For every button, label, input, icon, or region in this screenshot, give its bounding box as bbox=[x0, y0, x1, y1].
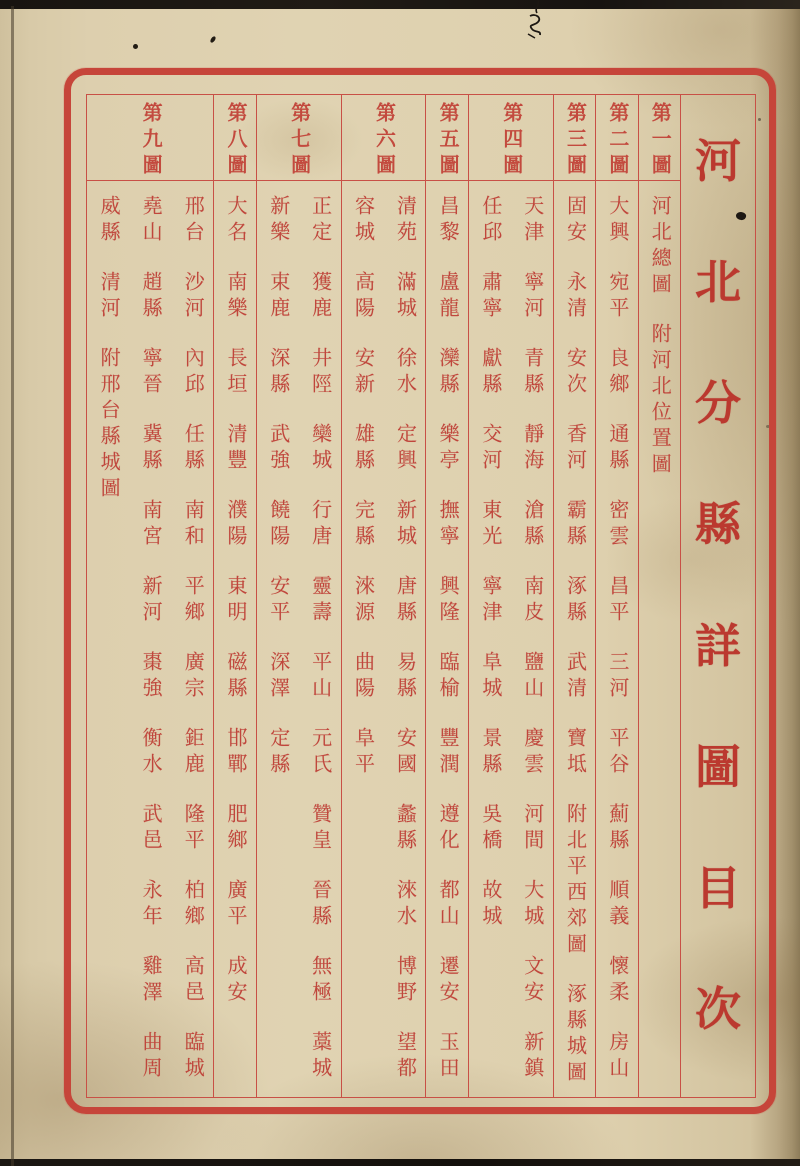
toc-entry: 獲鹿 bbox=[308, 271, 331, 323]
toc-entry: 隆平 bbox=[181, 803, 204, 855]
toc-entry: 景縣 bbox=[478, 727, 501, 779]
group-header bbox=[469, 95, 553, 181]
toc-entry: 故城 bbox=[478, 879, 501, 931]
toc-entry: 固安 bbox=[563, 195, 586, 247]
toc-entry: 南宮 bbox=[139, 499, 162, 551]
toc-entry: 唐縣 bbox=[393, 575, 416, 627]
ink-speck bbox=[133, 44, 138, 49]
toc-entry: 贊皇 bbox=[308, 803, 331, 855]
toc-entry: 藁城 bbox=[308, 1031, 331, 1083]
group-header bbox=[426, 95, 467, 181]
toc-entry: 磁縣 bbox=[224, 651, 247, 703]
toc-column bbox=[469, 195, 511, 1107]
toc-column bbox=[257, 195, 299, 1107]
toc-entry: 遵化 bbox=[436, 803, 459, 855]
toc-entry: 滿城 bbox=[393, 271, 416, 323]
toc-entry: 博野 bbox=[393, 955, 416, 1007]
toc-entry: 饒陽 bbox=[266, 499, 289, 551]
toc-entry: 涿縣 bbox=[563, 575, 586, 627]
group-header bbox=[342, 95, 426, 181]
toc-entry: 樂亭 bbox=[436, 423, 459, 475]
toc-entry: 定興 bbox=[393, 423, 416, 475]
toc-group-5 bbox=[426, 95, 468, 1097]
toc-entry: 雄縣 bbox=[351, 423, 374, 475]
toc-entry: 徐水 bbox=[393, 347, 416, 399]
toc-entry: 玉田 bbox=[436, 1031, 459, 1083]
toc-entry: 臨榆 bbox=[436, 651, 459, 703]
group-header-label: 第四圖 bbox=[499, 102, 522, 180]
toc-entry: 獻縣 bbox=[478, 347, 501, 399]
toc-entry: 文安 bbox=[520, 955, 543, 1007]
toc-entry: 臨城 bbox=[181, 1031, 204, 1083]
toc-column bbox=[596, 195, 637, 1107]
toc-entry: 蠡縣 bbox=[393, 803, 416, 855]
toc-entry: 武邑 bbox=[139, 803, 162, 855]
group-header-label: 第五圖 bbox=[436, 102, 459, 180]
toc-entry: 懷柔 bbox=[605, 955, 628, 1007]
toc-entry: 望都 bbox=[393, 1031, 416, 1083]
group-header-label: 第三圖 bbox=[563, 102, 586, 180]
scan-edge-top bbox=[0, 0, 800, 9]
toc-entry: 阜城 bbox=[478, 651, 501, 703]
toc-entry: 柏鄉 bbox=[181, 879, 204, 931]
toc-entry: 南皮 bbox=[520, 575, 543, 627]
toc-entry: 易縣 bbox=[393, 651, 416, 703]
toc-entry: 天津 bbox=[520, 195, 543, 247]
group-body bbox=[342, 181, 426, 1107]
toc-entry: 寧河 bbox=[520, 271, 543, 323]
toc-column bbox=[214, 195, 255, 1097]
toc-entry: 武強 bbox=[266, 423, 289, 475]
toc-entry: 吳橋 bbox=[478, 803, 501, 855]
toc-entry: 平鄉 bbox=[181, 575, 204, 627]
toc-entry: 淶源 bbox=[351, 575, 374, 627]
toc-entry: 永清 bbox=[563, 271, 586, 323]
toc-entry: 邢台 bbox=[181, 195, 204, 247]
toc-entry: 房山 bbox=[605, 1031, 628, 1083]
toc-entry: 宛平 bbox=[605, 271, 628, 323]
toc-entry: 寧津 bbox=[478, 575, 501, 627]
toc-entry: 附河北位置圖 bbox=[648, 323, 671, 479]
toc-column bbox=[129, 195, 171, 1107]
toc-entry: 薊縣 bbox=[605, 803, 628, 855]
toc-entry: 元氏 bbox=[308, 727, 331, 779]
toc-column bbox=[299, 195, 341, 1107]
title-char: 河 bbox=[695, 135, 741, 187]
toc-entry: 衡水 bbox=[139, 727, 162, 779]
toc-group-8 bbox=[214, 95, 256, 1097]
page-title bbox=[681, 95, 755, 1097]
toc-entry: 平山 bbox=[308, 651, 331, 703]
toc-entry: 寶坻 bbox=[563, 727, 586, 779]
group-body bbox=[596, 181, 637, 1107]
toc-column bbox=[426, 195, 467, 1107]
toc-column bbox=[342, 195, 384, 1107]
toc-entry: 曲周 bbox=[139, 1031, 162, 1083]
toc-entry: 井陘 bbox=[308, 347, 331, 399]
toc-entry: 大興 bbox=[605, 195, 628, 247]
toc-entry: 南和 bbox=[181, 499, 204, 551]
toc-entry: 南樂 bbox=[224, 271, 247, 323]
toc-entry: 都山 bbox=[436, 879, 459, 931]
group-body bbox=[469, 181, 553, 1107]
toc-entry: 行唐 bbox=[308, 499, 331, 551]
toc-entry: 河北總圖 bbox=[648, 195, 671, 299]
toc-entry: 正定 bbox=[308, 195, 331, 247]
toc-entry: 欒城 bbox=[308, 423, 331, 475]
toc-column bbox=[511, 195, 553, 1107]
toc-entry: 沙河 bbox=[181, 271, 204, 323]
toc-entry: 永年 bbox=[139, 879, 162, 931]
group-header bbox=[554, 95, 595, 181]
toc-entry: 三河 bbox=[605, 651, 628, 703]
toc-entry: 平谷 bbox=[605, 727, 628, 779]
toc-entry: 阜平 bbox=[351, 727, 374, 779]
toc-entry: 昌黎 bbox=[436, 195, 459, 247]
toc-entry: 完縣 bbox=[351, 499, 374, 551]
toc-entry: 鉅鹿 bbox=[181, 727, 204, 779]
toc-entry: 清河 bbox=[97, 271, 120, 323]
toc-entry: 雞澤 bbox=[139, 955, 162, 1007]
toc-entry: 堯山 bbox=[139, 195, 162, 247]
toc-entry: 廣平 bbox=[224, 879, 247, 931]
toc-entry: 安新 bbox=[351, 347, 374, 399]
toc-entry: 深縣 bbox=[266, 347, 289, 399]
toc-entry: 淶水 bbox=[393, 879, 416, 931]
group-header bbox=[257, 95, 341, 181]
title-char: 目 bbox=[695, 863, 741, 915]
toc-entry: 豐潤 bbox=[436, 727, 459, 779]
group-header bbox=[214, 95, 255, 181]
toc-entry: 容城 bbox=[351, 195, 374, 247]
toc-entry: 無極 bbox=[308, 955, 331, 1007]
toc-entry: 長垣 bbox=[224, 347, 247, 399]
toc-entry: 大名 bbox=[224, 195, 247, 247]
ink-speck bbox=[209, 35, 216, 43]
title-char: 北 bbox=[695, 256, 741, 308]
toc-entry: 邯鄲 bbox=[224, 727, 247, 779]
group-header-label: 第八圖 bbox=[224, 102, 247, 180]
toc-entry: 威縣 bbox=[97, 195, 120, 247]
toc-entry: 密雲 bbox=[605, 499, 628, 551]
toc-entry: 滄縣 bbox=[520, 499, 543, 551]
title-char: 分 bbox=[695, 378, 741, 430]
toc-table bbox=[86, 94, 756, 1098]
toc-entry: 束鹿 bbox=[266, 271, 289, 323]
group-header-label: 第二圖 bbox=[605, 102, 628, 180]
toc-entry: 東明 bbox=[224, 575, 247, 627]
title-char: 次 bbox=[695, 984, 741, 1036]
toc-entry: 冀縣 bbox=[139, 423, 162, 475]
toc-entry: 新樂 bbox=[266, 195, 289, 247]
toc-entry: 定縣 bbox=[266, 727, 289, 779]
group-header-label: 第一圖 bbox=[648, 102, 671, 180]
toc-entry: 高陽 bbox=[351, 271, 374, 323]
toc-entry: 廣宗 bbox=[181, 651, 204, 703]
toc-entry: 內邱 bbox=[181, 347, 204, 399]
group-body bbox=[214, 181, 255, 1097]
toc-entry: 東光 bbox=[478, 499, 501, 551]
handwritten-mark bbox=[508, 0, 568, 48]
toc-entry: 附邢台縣城圖 bbox=[97, 347, 120, 503]
toc-entry: 大城 bbox=[520, 879, 543, 931]
toc-entry: 河間 bbox=[520, 803, 543, 855]
toc-entry: 曲陽 bbox=[351, 651, 374, 703]
toc-entry: 肥鄉 bbox=[224, 803, 247, 855]
group-header bbox=[639, 95, 680, 181]
toc-entry: 寧晉 bbox=[139, 347, 162, 399]
toc-entry: 良鄉 bbox=[605, 347, 628, 399]
toc-entry: 新河 bbox=[139, 575, 162, 627]
toc-entry: 任邱 bbox=[478, 195, 501, 247]
toc-entry: 安平 bbox=[266, 575, 289, 627]
toc-entry: 昌平 bbox=[605, 575, 628, 627]
toc-entry: 清苑 bbox=[393, 195, 416, 247]
toc-entry: 新城 bbox=[393, 499, 416, 551]
toc-entry: 武清 bbox=[563, 651, 586, 703]
toc-entry: 通縣 bbox=[605, 423, 628, 475]
toc-entry: 棗強 bbox=[139, 651, 162, 703]
toc-entry: 慶雲 bbox=[520, 727, 543, 779]
group-header bbox=[87, 95, 213, 181]
toc-entry: 靜海 bbox=[520, 423, 543, 475]
group-body bbox=[87, 181, 213, 1107]
toc-entry: 涿縣城圖 bbox=[563, 983, 586, 1087]
toc-entry: 盧龍 bbox=[436, 271, 459, 323]
toc-group-2 bbox=[596, 95, 638, 1097]
toc-entry: 深澤 bbox=[266, 651, 289, 703]
toc-entry: 晉縣 bbox=[308, 879, 331, 931]
toc-entry: 肅寧 bbox=[478, 271, 501, 323]
toc-column bbox=[639, 195, 680, 1097]
toc-group-1 bbox=[639, 95, 681, 1097]
toc-entry: 順義 bbox=[605, 879, 628, 931]
toc-group-4 bbox=[469, 95, 554, 1097]
group-header-label: 第六圖 bbox=[372, 102, 395, 180]
group-header-label: 第九圖 bbox=[139, 102, 162, 180]
group-body bbox=[554, 181, 595, 1111]
toc-entry: 灤縣 bbox=[436, 347, 459, 399]
toc-entry: 任縣 bbox=[181, 423, 204, 475]
toc-column bbox=[554, 195, 595, 1111]
toc-entry: 鹽山 bbox=[520, 651, 543, 703]
toc-entry: 興隆 bbox=[436, 575, 459, 627]
group-body bbox=[639, 181, 680, 1097]
page-fold-line bbox=[11, 6, 14, 1166]
group-body bbox=[426, 181, 467, 1107]
toc-entry: 安國 bbox=[393, 727, 416, 779]
toc-entry: 交河 bbox=[478, 423, 501, 475]
group-header bbox=[596, 95, 637, 181]
toc-group-7 bbox=[257, 95, 342, 1097]
toc-column bbox=[384, 195, 426, 1107]
toc-group-9 bbox=[87, 95, 214, 1097]
toc-group-6 bbox=[342, 95, 427, 1097]
toc-column bbox=[171, 195, 213, 1107]
group-header-label: 第七圖 bbox=[287, 102, 310, 180]
scan-edge-bottom bbox=[0, 1159, 800, 1166]
toc-entry: 香河 bbox=[563, 423, 586, 475]
title-char: 詳 bbox=[695, 620, 741, 672]
toc-entry: 附北平西郊圖 bbox=[563, 803, 586, 959]
toc-entry: 霸縣 bbox=[563, 499, 586, 551]
toc-entry: 新鎮 bbox=[520, 1031, 543, 1083]
group-body bbox=[257, 181, 341, 1107]
toc-entry: 安次 bbox=[563, 347, 586, 399]
toc-entry: 撫寧 bbox=[436, 499, 459, 551]
toc-entry: 靈壽 bbox=[308, 575, 331, 627]
toc-entry: 趙縣 bbox=[139, 271, 162, 323]
title-char: 縣 bbox=[695, 499, 741, 551]
toc-entry: 青縣 bbox=[520, 347, 543, 399]
toc-entry: 成安 bbox=[224, 955, 247, 1007]
toc-group-3 bbox=[554, 95, 596, 1097]
toc-entry: 濮陽 bbox=[224, 499, 247, 551]
toc-column bbox=[87, 195, 129, 1107]
toc-entry: 遷安 bbox=[436, 955, 459, 1007]
toc-entry: 清豐 bbox=[224, 423, 247, 475]
title-char: 圖 bbox=[695, 741, 741, 793]
toc-entry: 高邑 bbox=[181, 955, 204, 1007]
